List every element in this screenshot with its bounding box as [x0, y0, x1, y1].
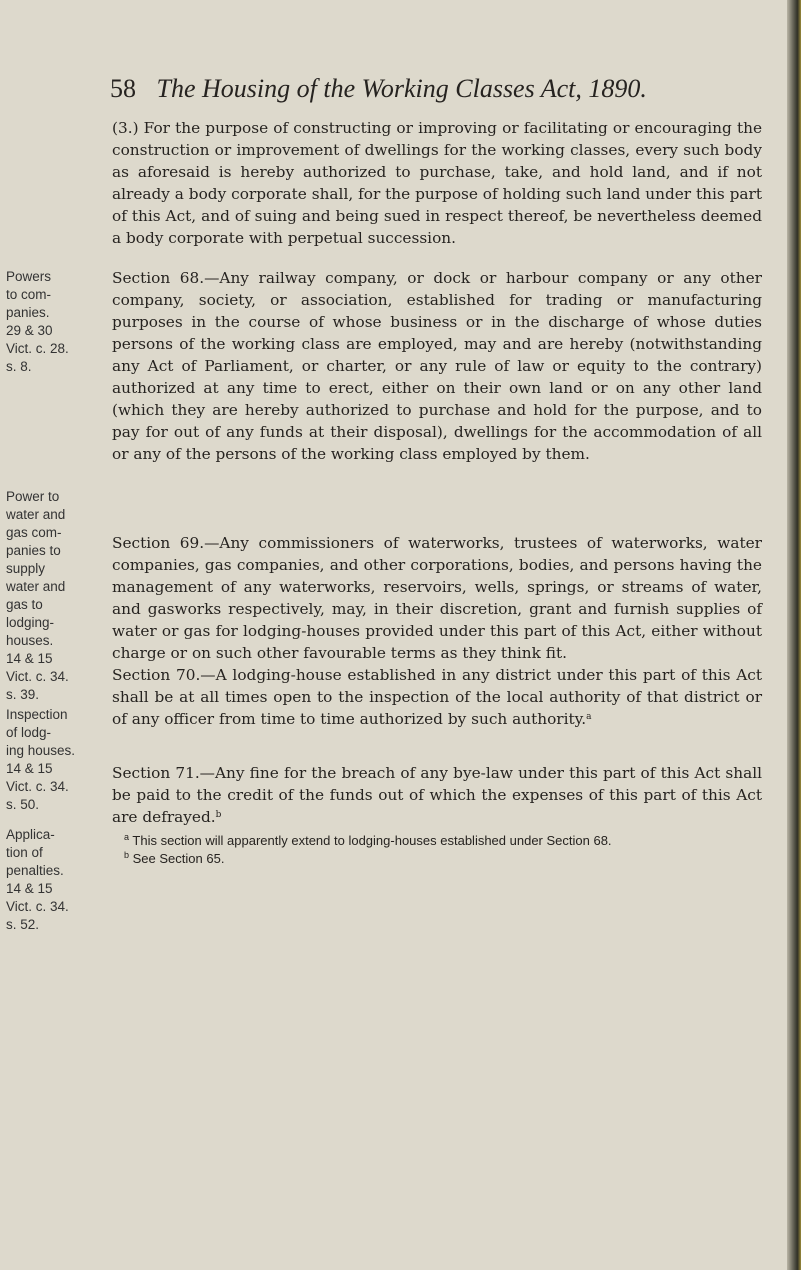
margin-note-penalties: [6, 826, 102, 934]
margin-line: panies to: [6, 543, 61, 558]
margin-line: Powers: [6, 269, 52, 284]
page-title: The Housing of the Working Classes Act, 1890.: [156, 74, 647, 103]
footnotes: [112, 832, 762, 868]
margin-line: water and: [6, 579, 66, 594]
footnote-a: [112, 832, 762, 850]
margin-line: panies.: [6, 305, 50, 320]
margin-line: Vict. c. 34.: [6, 669, 69, 684]
margin-line: supply: [6, 561, 46, 576]
margin-line: s. 50.: [6, 797, 40, 812]
margin-line: 29 & 30: [6, 323, 53, 338]
margin-line: Vict. c. 34.: [6, 779, 69, 794]
paragraph-section-69: Section 69.—Any commissioners of waterworks, trustees of waterworks, water companies, gas companies, and other corporations, bodies, and persons having the management of any waterworks, reservoirs, wells, springs, or streams of water, and gasworks respectively, may, in their discretion, grant and furnish supplies of water or gas for lodging-houses provided under this part of this Act, either without charge or on such other favourable terms as they think fit.: [112, 534, 762, 662]
footnote-a-text: This section will apparently extend to lodging-houses established under Section 68.: [132, 833, 612, 848]
margin-line: s. 39.: [6, 687, 40, 702]
footnote-b: [112, 850, 762, 868]
margin-line: of lodg-: [6, 725, 52, 740]
margin-line: Vict. c. 34.: [6, 899, 69, 914]
margin-line: Vict. c. 28.: [6, 341, 69, 356]
page-edge-shadow: [787, 0, 801, 1270]
margin-line: s. 52.: [6, 917, 40, 932]
margin-line: gas to: [6, 597, 43, 612]
margin-line: Applica-: [6, 827, 55, 842]
paragraph-section-68: Section 68.—Any railway company, or dock or harbour company or any other company, society, or association, established for trading or manufacturing purposes in the course of whose business or in the discharge of whose duties persons of the working class are employed, may and are hereby (notwithstanding any Act of Parliament, or charter, or any rule of law or equity to the contrary) authorized at any time to erect, either on their own land or on any other land (which they are hereby authorized to purchase and hold for the purpose, and to pay for out of any funds at their disposal), dwellings for the accommodation of all or any of the persons of the working class employed by them.: [112, 269, 762, 463]
margin-line: lodging-: [6, 615, 55, 630]
margin-line: ing houses.: [6, 743, 76, 758]
margin-line: 14 & 15: [6, 881, 53, 896]
margin-note-water-gas: [6, 488, 102, 704]
paragraph-subsection-3: (3.) For the purpose of constructing or improving or facilitating or encouraging the construction or improvement of dwellings for the working classes, every such body as aforesaid is hereby authorized to purchase, take, and hold land, and if not already a body corporate shall, for the purpose of holding such land under this part of this Act, and of suing and being sued in respect thereof, be nevertheless deemed a body corporate with perpetual succession.: [112, 119, 762, 247]
margin-line: gas com-: [6, 525, 62, 540]
paragraph-section-71: [112, 762, 762, 828]
margin-line: Inspection: [6, 707, 68, 722]
section-71-text: Section 71.—Any fine for the breach of any bye-law under this part of this Act shall be paid to the credit of the funds out of which the expenses of this part of this Act are defrayed.: [112, 764, 762, 826]
margin-line: to com-: [6, 287, 52, 302]
margin-note-powers: [6, 268, 102, 376]
margin-line: s. 8.: [6, 359, 32, 374]
footnote-a-mark: a: [124, 832, 130, 842]
margin-line: water and: [6, 507, 66, 522]
footnote-b-mark: b: [124, 850, 130, 860]
margin-line: Power to: [6, 489, 60, 504]
footnote-ref-a: a: [586, 712, 592, 722]
paragraph-section-70: [112, 664, 762, 730]
footnote-b-text: See Section 65.: [132, 851, 225, 866]
margin-line: penalties.: [6, 863, 64, 878]
page-number: 58: [110, 74, 136, 103]
margin-line: tion of: [6, 845, 43, 860]
margin-line: 14 & 15: [6, 651, 53, 666]
running-header: [110, 74, 750, 104]
margin-line: 14 & 15: [6, 761, 53, 776]
margin-note-inspection: [6, 706, 102, 814]
margin-line: houses.: [6, 633, 54, 648]
footnote-ref-b: b: [215, 810, 222, 820]
section-70-text: Section 70.—A lodging-house established in any district under this part of this Act shall be at all times open to the inspection of the local authority of that district or of any officer from time to time authorized by such authority.: [112, 666, 762, 728]
